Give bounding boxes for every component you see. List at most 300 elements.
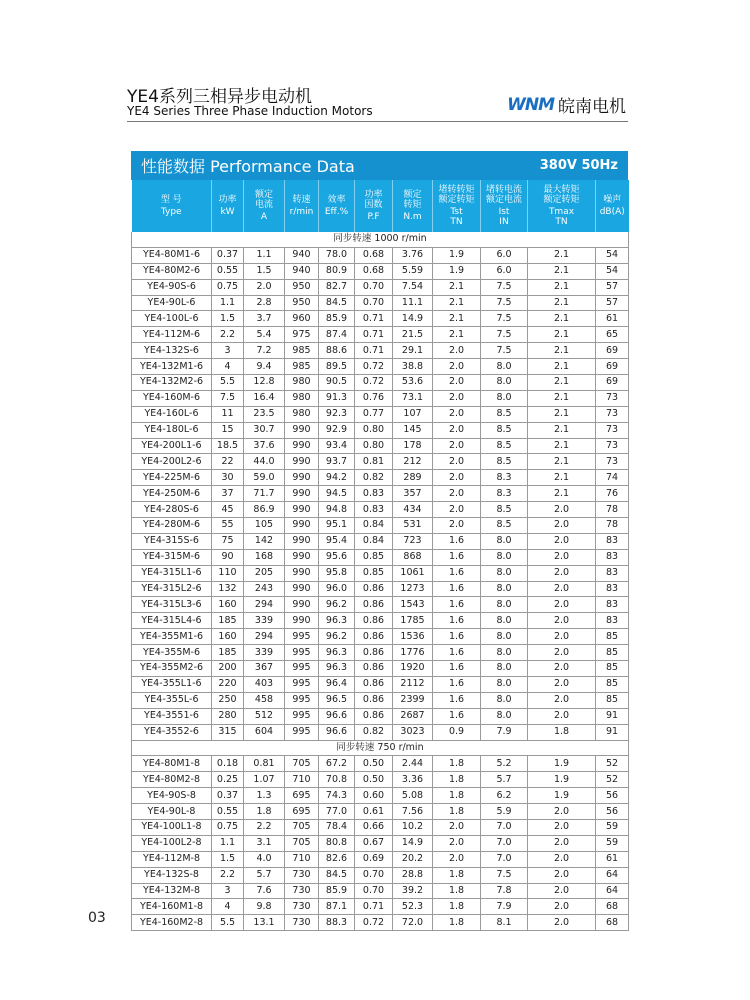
table-cell: 0.71 <box>355 343 393 359</box>
table-cell: 90.5 <box>319 375 355 391</box>
table-row <box>132 581 629 597</box>
table-cell: 7.56 <box>393 804 433 820</box>
table-cell: 512 <box>244 708 285 724</box>
table-row <box>132 327 629 343</box>
table-cell: 7.8 <box>481 883 528 899</box>
table-row <box>132 375 629 391</box>
motor-type-cell: YE4-250M-6 <box>132 486 212 502</box>
table-cell: 2112 <box>393 676 433 692</box>
table-row <box>132 311 629 327</box>
table-cell: 21.5 <box>393 327 433 343</box>
table-cell: 76 <box>596 486 629 502</box>
table-cell: 69 <box>596 359 629 375</box>
table-row <box>132 629 629 645</box>
table-cell: 96.3 <box>319 661 355 677</box>
table-cell: 2.2 <box>212 867 244 883</box>
table-cell: 5.7 <box>481 772 528 788</box>
table-cell: 8.0 <box>481 692 528 708</box>
table-cell: 7.9 <box>481 724 528 740</box>
table-cell: 18.5 <box>212 438 244 454</box>
table-cell: 72.0 <box>393 915 433 931</box>
table-cell: 1.9 <box>528 772 596 788</box>
table-cell: 5.2 <box>481 756 528 772</box>
table-cell: 8.0 <box>481 661 528 677</box>
table-cell: 339 <box>244 645 285 661</box>
table-cell: 0.86 <box>355 629 393 645</box>
table-row <box>132 851 629 867</box>
column-header <box>528 180 596 232</box>
table-cell: 868 <box>393 549 433 565</box>
table-cell: 22 <box>212 454 244 470</box>
table-cell: 200 <box>212 661 244 677</box>
table-cell: 5.5 <box>212 375 244 391</box>
column-header-zh: 堵转转矩 额定转矩 <box>438 185 475 205</box>
table-cell: 367 <box>244 661 285 677</box>
table-cell: 2.0 <box>528 804 596 820</box>
table-row <box>132 502 629 518</box>
motor-type-cell: YE4-355M2-6 <box>132 661 212 677</box>
motor-type-cell: YE4-315L3-6 <box>132 597 212 613</box>
table-cell: 0.72 <box>355 915 393 931</box>
table-cell: 2.1 <box>528 486 596 502</box>
table-cell: 705 <box>285 819 319 835</box>
table-cell: 2.0 <box>433 438 481 454</box>
table-cell: 8.0 <box>481 390 528 406</box>
table-cell: 7.2 <box>244 343 285 359</box>
table-cell: 61 <box>596 851 629 867</box>
table-cell: 59.0 <box>244 470 285 486</box>
table-cell: 990 <box>285 533 319 549</box>
table-cell: 2.0 <box>433 502 481 518</box>
table-cell: 990 <box>285 502 319 518</box>
table-cell: 7.0 <box>481 851 528 867</box>
table-cell: 2.0 <box>528 692 596 708</box>
table-cell: 74.3 <box>319 788 355 804</box>
table-cell: 315 <box>212 724 244 740</box>
table-cell: 8.0 <box>481 597 528 613</box>
table-cell: 77.0 <box>319 804 355 820</box>
table-cell: 69 <box>596 375 629 391</box>
table-cell: 85 <box>596 629 629 645</box>
table-cell: 3.36 <box>393 772 433 788</box>
table-cell: 83 <box>596 549 629 565</box>
table-cell: 29.1 <box>393 343 433 359</box>
table-cell: 2.0 <box>433 454 481 470</box>
motor-type-cell: YE4-225M-6 <box>132 470 212 486</box>
table-cell: 78 <box>596 502 629 518</box>
table-cell: 950 <box>285 295 319 311</box>
table-row <box>132 772 629 788</box>
table-cell: 83 <box>596 613 629 629</box>
motor-type-cell: YE4-355M-6 <box>132 645 212 661</box>
table-cell: 14.9 <box>393 835 433 851</box>
table-row <box>132 883 629 899</box>
table-cell: 723 <box>393 533 433 549</box>
table-cell: 73 <box>596 390 629 406</box>
table-cell: 2.1 <box>528 295 596 311</box>
table-cell: 2.0 <box>528 549 596 565</box>
table-cell: 205 <box>244 565 285 581</box>
section-row <box>132 740 629 756</box>
column-header <box>433 180 481 232</box>
table-cell: 2.0 <box>528 597 596 613</box>
table-cell: 2.0 <box>528 645 596 661</box>
table-cell: 2.1 <box>528 454 596 470</box>
table-cell: 0.72 <box>355 359 393 375</box>
table-cell: 0.80 <box>355 422 393 438</box>
motor-type-cell: YE4-200L2-6 <box>132 454 212 470</box>
table-cell: 2.0 <box>528 533 596 549</box>
column-header <box>132 180 212 232</box>
table-cell: 990 <box>285 565 319 581</box>
table-cell: 8.0 <box>481 629 528 645</box>
table-cell: 1.6 <box>433 661 481 677</box>
table-cell: 7.5 <box>481 279 528 295</box>
table-cell: 2.1 <box>433 279 481 295</box>
table-cell: 15 <box>212 422 244 438</box>
table-cell: 250 <box>212 692 244 708</box>
table-cell: 8.5 <box>481 518 528 534</box>
table-cell: 990 <box>285 486 319 502</box>
table-cell: 84.5 <box>319 867 355 883</box>
table-cell: 2.0 <box>433 343 481 359</box>
motor-type-cell: YE4-315L1-6 <box>132 565 212 581</box>
table-cell: 0.85 <box>355 549 393 565</box>
table-cell: 107 <box>393 406 433 422</box>
brand-mark: WNM <box>507 94 554 115</box>
table-cell: 57 <box>596 295 629 311</box>
table-cell: 91 <box>596 724 629 740</box>
table-cell: 0.83 <box>355 502 393 518</box>
table-cell: 985 <box>285 343 319 359</box>
table-cell: 0.9 <box>433 724 481 740</box>
table-cell: 11.1 <box>393 295 433 311</box>
table-cell: 1.8 <box>528 724 596 740</box>
table-cell: 531 <box>393 518 433 534</box>
table-cell: 1.6 <box>433 692 481 708</box>
table-cell: 1.07 <box>244 772 285 788</box>
table-cell: 0.81 <box>355 454 393 470</box>
table-cell: 38.8 <box>393 359 433 375</box>
table-cell: 8.0 <box>481 676 528 692</box>
table-cell: 8.0 <box>481 708 528 724</box>
column-header-zh: 型 号 <box>160 195 182 205</box>
table-cell: 73 <box>596 454 629 470</box>
synchronous-speed-label: 同步转速 1000 r/min <box>132 232 629 247</box>
table-cell: 7.0 <box>481 835 528 851</box>
table-cell: 710 <box>285 851 319 867</box>
table-cell: 0.25 <box>212 772 244 788</box>
table-cell: 2.0 <box>528 899 596 915</box>
table-cell: 57 <box>596 279 629 295</box>
table-cell: 16.4 <box>244 390 285 406</box>
table-row <box>132 486 629 502</box>
motor-type-cell: YE4-90L-8 <box>132 804 212 820</box>
column-header-zh: 额定 转矩 <box>403 190 422 210</box>
column-header-zh: 额定 电流 <box>254 190 273 210</box>
table-cell: 2.0 <box>528 915 596 931</box>
motor-type-cell: YE4-3551-6 <box>132 708 212 724</box>
table-cell: 0.50 <box>355 756 393 772</box>
table-cell: 96.3 <box>319 613 355 629</box>
table-cell: 71.7 <box>244 486 285 502</box>
table-row <box>132 247 629 263</box>
table-cell: 695 <box>285 788 319 804</box>
table-cell: 1.8 <box>433 772 481 788</box>
table-row <box>132 835 629 851</box>
table-row <box>132 708 629 724</box>
table-cell: 3 <box>212 883 244 899</box>
motor-type-cell: YE4-280M-6 <box>132 518 212 534</box>
table-cell: 0.55 <box>212 263 244 279</box>
table-cell: 0.85 <box>355 565 393 581</box>
table-cell: 6.0 <box>481 247 528 263</box>
motor-type-cell: YE4-90L-6 <box>132 295 212 311</box>
table-cell: 2.0 <box>433 406 481 422</box>
table-cell: 1776 <box>393 645 433 661</box>
table-cell: 94.8 <box>319 502 355 518</box>
column-header-en: N.m <box>403 212 422 222</box>
table-cell: 73 <box>596 406 629 422</box>
table-cell: 7.54 <box>393 279 433 295</box>
table-cell: 5.9 <box>481 804 528 820</box>
table-cell: 1.8 <box>433 899 481 915</box>
table-cell: 0.68 <box>355 247 393 263</box>
table-cell: 990 <box>285 613 319 629</box>
table-cell: 458 <box>244 692 285 708</box>
table-cell: 2.0 <box>244 279 285 295</box>
table-cell: 940 <box>285 247 319 263</box>
table-cell: 73.1 <box>393 390 433 406</box>
column-header <box>481 180 528 232</box>
column-header-en: kW <box>220 207 235 217</box>
table-cell: 2.0 <box>528 708 596 724</box>
table-cell: 2.0 <box>433 486 481 502</box>
table-cell: 995 <box>285 645 319 661</box>
table-cell: 8.5 <box>481 422 528 438</box>
table-cell: 2.1 <box>528 422 596 438</box>
table-cell: 1.6 <box>433 613 481 629</box>
table-cell: 2399 <box>393 692 433 708</box>
table-cell: 92.3 <box>319 406 355 422</box>
table-cell: 730 <box>285 883 319 899</box>
table-cell: 59 <box>596 835 629 851</box>
table-cell: 0.72 <box>355 375 393 391</box>
table-cell: 83 <box>596 533 629 549</box>
table-cell: 2687 <box>393 708 433 724</box>
table-cell: 2.0 <box>528 518 596 534</box>
table-cell: 37 <box>212 486 244 502</box>
motor-type-cell: YE4-112M-8 <box>132 851 212 867</box>
table-cell: 2.1 <box>528 406 596 422</box>
table-cell: 2.1 <box>528 438 596 454</box>
table-cell: 990 <box>285 454 319 470</box>
table-cell: 1.9 <box>433 263 481 279</box>
table-cell: 2.1 <box>528 279 596 295</box>
motor-type-cell: YE4-80M2-6 <box>132 263 212 279</box>
table-cell: 990 <box>285 597 319 613</box>
table-row <box>132 533 629 549</box>
table-row <box>132 565 629 581</box>
table-cell: 1.8 <box>244 804 285 820</box>
table-cell: 0.82 <box>355 470 393 486</box>
table-cell: 0.71 <box>355 311 393 327</box>
table-cell: 0.86 <box>355 708 393 724</box>
table-cell: 1.9 <box>433 247 481 263</box>
table-cell: 7.0 <box>481 819 528 835</box>
table-cell: 61 <box>596 311 629 327</box>
table-cell: 434 <box>393 502 433 518</box>
table-cell: 3 <box>212 343 244 359</box>
table-cell: 7.5 <box>481 311 528 327</box>
table-cell: 11 <box>212 406 244 422</box>
table-cell: 990 <box>285 422 319 438</box>
table-cell: 1.9 <box>528 756 596 772</box>
motor-type-cell: YE4-355L-6 <box>132 692 212 708</box>
table-cell: 1.6 <box>433 581 481 597</box>
table-cell: 0.82 <box>355 724 393 740</box>
table-cell: 3.76 <box>393 247 433 263</box>
table-cell: 64 <box>596 883 629 899</box>
table-cell: 2.1 <box>528 343 596 359</box>
column-header-en: P.F <box>367 212 380 222</box>
table-cell: 8.0 <box>481 533 528 549</box>
table-row <box>132 676 629 692</box>
motor-type-cell: YE4-132S-6 <box>132 343 212 359</box>
table-cell: 64 <box>596 867 629 883</box>
column-header <box>393 180 433 232</box>
table-cell: 84.5 <box>319 295 355 311</box>
table-cell: 1920 <box>393 661 433 677</box>
table-cell: 185 <box>212 613 244 629</box>
table-cell: 1.8 <box>433 867 481 883</box>
motor-type-cell: YE4-132M1-6 <box>132 359 212 375</box>
table-cell: 1.5 <box>244 263 285 279</box>
brand-name: 皖南电机 <box>558 97 626 117</box>
table-cell: 5.4 <box>244 327 285 343</box>
table-cell: 78.0 <box>319 247 355 263</box>
motor-type-cell: YE4-315L2-6 <box>132 581 212 597</box>
table-cell: 2.0 <box>433 819 481 835</box>
header-rule <box>127 121 628 122</box>
table-cell: 0.50 <box>355 772 393 788</box>
table-cell: 0.86 <box>355 661 393 677</box>
table-cell: 0.86 <box>355 676 393 692</box>
table-row <box>132 343 629 359</box>
table-cell: 7.9 <box>481 899 528 915</box>
table-cell: 1536 <box>393 629 433 645</box>
table-cell: 950 <box>285 279 319 295</box>
table-cell: 2.1 <box>433 327 481 343</box>
table-cell: 8.0 <box>481 613 528 629</box>
table-row <box>132 406 629 422</box>
table-cell: 8.0 <box>481 549 528 565</box>
table-row <box>132 819 629 835</box>
table-cell: 280 <box>212 708 244 724</box>
table-cell: 5.59 <box>393 263 433 279</box>
table-row <box>132 724 629 740</box>
table-cell: 56 <box>596 804 629 820</box>
table-cell: 2.0 <box>433 375 481 391</box>
table-cell: 2.0 <box>528 613 596 629</box>
table-cell: 85 <box>596 692 629 708</box>
table-cell: 9.8 <box>244 899 285 915</box>
table-cell: 132 <box>212 581 244 597</box>
table-cell: 8.5 <box>481 438 528 454</box>
motor-type-cell: YE4-100L2-8 <box>132 835 212 851</box>
table-cell: 96.2 <box>319 597 355 613</box>
table-cell: 7.5 <box>481 295 528 311</box>
table-cell: 4 <box>212 899 244 915</box>
table-cell: 2.2 <box>244 819 285 835</box>
table-cell: 990 <box>285 438 319 454</box>
table-cell: 604 <box>244 724 285 740</box>
table-cell: 3.1 <box>244 835 285 851</box>
table-cell: 975 <box>285 327 319 343</box>
table-cell: 14.9 <box>393 311 433 327</box>
table-cell: 2.0 <box>528 867 596 883</box>
table-row <box>132 867 629 883</box>
table-cell: 2.0 <box>433 359 481 375</box>
column-header <box>596 180 629 232</box>
table-cell: 30 <box>212 470 244 486</box>
table-cell: 995 <box>285 661 319 677</box>
table-cell: 8.1 <box>481 915 528 931</box>
table-cell: 1.6 <box>433 676 481 692</box>
table-cell: 23.5 <box>244 406 285 422</box>
column-header-en: A <box>260 212 268 222</box>
table-cell: 0.80 <box>355 438 393 454</box>
table-cell: 1.6 <box>433 708 481 724</box>
table-cell: 2.1 <box>528 375 596 391</box>
table-row <box>132 549 629 565</box>
table-cell: 357 <box>393 486 433 502</box>
table-cell: 1.3 <box>244 788 285 804</box>
table-row <box>132 788 629 804</box>
motor-type-cell: YE4-355M1-6 <box>132 629 212 645</box>
table-header-row <box>132 180 629 232</box>
motor-type-cell: YE4-132M-8 <box>132 883 212 899</box>
table-cell: 69 <box>596 343 629 359</box>
motor-type-cell: YE4-112M-6 <box>132 327 212 343</box>
column-header-zh: 堵转电流 额定电流 <box>485 185 522 205</box>
table-cell: 96.5 <box>319 692 355 708</box>
table-cell: 85.9 <box>319 883 355 899</box>
table-cell: 91.3 <box>319 390 355 406</box>
table-cell: 94.5 <box>319 486 355 502</box>
table-cell: 96.3 <box>319 645 355 661</box>
table-cell: 160 <box>212 629 244 645</box>
table-cell: 70.8 <box>319 772 355 788</box>
table-cell: 185 <box>212 645 244 661</box>
table-cell: 0.66 <box>355 819 393 835</box>
table-cell: 2.0 <box>433 422 481 438</box>
page-title-en: YE4 Series Three Phase Induction Motors <box>127 104 373 118</box>
table-cell: 0.81 <box>244 756 285 772</box>
table-cell: 85 <box>596 661 629 677</box>
table-cell: 73 <box>596 438 629 454</box>
table-row <box>132 804 629 820</box>
table-body <box>132 232 629 931</box>
motor-type-cell: YE4-315L4-6 <box>132 613 212 629</box>
table-cell: 78.4 <box>319 819 355 835</box>
table-cell: 28.8 <box>393 867 433 883</box>
table-cell: 2.44 <box>393 756 433 772</box>
table-cell: 96.0 <box>319 581 355 597</box>
table-cell: 0.83 <box>355 486 393 502</box>
table-cell: 0.68 <box>355 263 393 279</box>
table-cell: 59 <box>596 819 629 835</box>
